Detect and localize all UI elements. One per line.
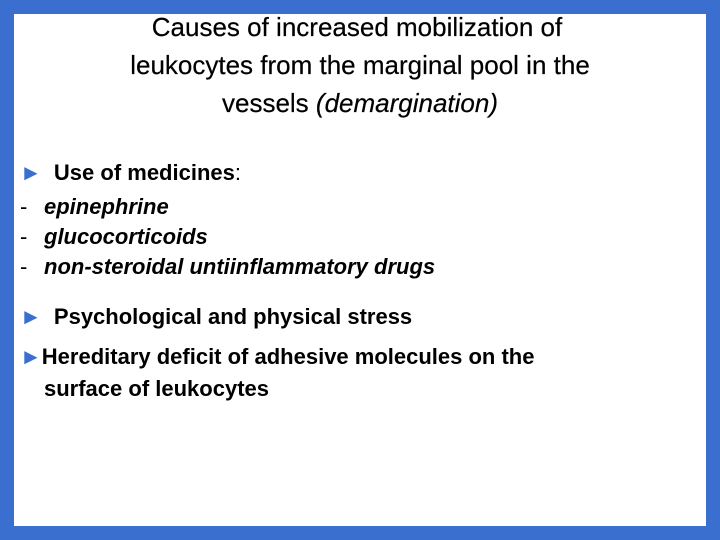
hereditary-line-2: surface of leukocytes <box>44 376 269 401</box>
hereditary-line-1: Hereditary deficit of adhesive molecules on the <box>41 344 535 369</box>
dash-icon: - <box>20 194 28 219</box>
medicines-colon: : <box>234 160 241 185</box>
medicine-item-label: non-steroidal untiinflammatory drugs <box>44 254 436 279</box>
medicine-item-label: glucocorticoids <box>44 224 208 249</box>
medicine-item <box>20 192 169 222</box>
hereditary-bullet <box>20 342 534 372</box>
medicines-bullet <box>20 158 241 188</box>
bullet-arrow-icon: ► <box>20 160 42 185</box>
medicine-item-label: epinephrine <box>44 194 169 219</box>
dash-icon: - <box>20 224 28 249</box>
slide-title <box>0 8 720 122</box>
medicine-item <box>20 252 435 282</box>
bullet-arrow-icon: ► <box>20 304 42 329</box>
medicine-item <box>20 222 208 252</box>
hereditary-continuation <box>44 374 269 404</box>
bullet-arrow-icon: ► <box>20 344 42 369</box>
stress-bullet <box>20 302 412 332</box>
title-line-3-italic: (demargination) <box>315 88 498 118</box>
dash-icon: - <box>20 254 28 279</box>
title-line-1: Causes of increased mobilization of <box>151 12 563 42</box>
title-line-2: leukocytes from the marginal pool in the <box>130 50 590 80</box>
title-line-3 <box>0 84 720 122</box>
medicines-label: Use of medicines <box>53 160 235 185</box>
title-line-3-plain: vessels <box>221 88 316 118</box>
stress-label: Psychological and physical stress <box>53 304 413 329</box>
